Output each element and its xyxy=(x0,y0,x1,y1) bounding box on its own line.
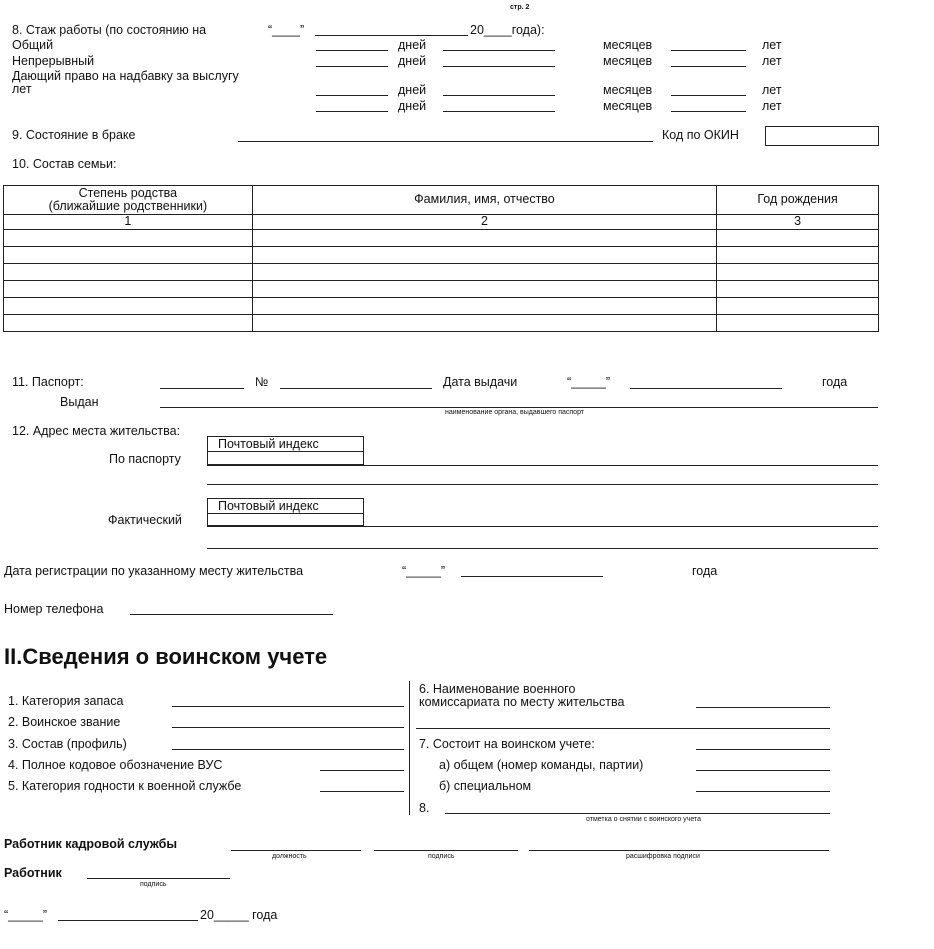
worker-signature-field[interactable] xyxy=(87,878,230,879)
family-table xyxy=(3,185,879,332)
position-caption: должность xyxy=(272,853,307,860)
marital-status-field[interactable] xyxy=(238,141,653,142)
postal-index-box-actual[interactable] xyxy=(207,498,364,526)
s9-marital-label: 9. Состояние в браке xyxy=(12,128,136,142)
column-divider xyxy=(409,681,410,815)
days-label: дней xyxy=(398,83,427,97)
registration-year-label: года xyxy=(692,564,718,578)
military-rank-field[interactable] xyxy=(172,727,404,728)
bonus2-years-field[interactable] xyxy=(671,111,746,112)
months-label: месяцев xyxy=(603,54,653,68)
months-label: месяцев xyxy=(603,83,653,97)
commissariat-label-2: комиссариата по месту жительства xyxy=(419,695,625,709)
signature-caption: подпись xyxy=(428,853,455,860)
commissariat-label-1: 6. Наименование военного xyxy=(419,682,576,696)
bonus2-months-field[interactable] xyxy=(443,111,555,112)
family-table-header xyxy=(4,186,879,215)
s12-address-label: 12. Адрес места жительства: xyxy=(12,424,181,438)
family-table-numbers xyxy=(4,215,879,230)
bonus-days-field[interactable] xyxy=(316,95,388,96)
passport-number-sign: № xyxy=(255,375,269,389)
deregistration-caption: отметка о снятии с воинского учета xyxy=(586,816,701,823)
section2-title: Сведения о воинском учете xyxy=(22,644,328,669)
col-relation-line2: (ближайшие родственники) xyxy=(48,199,208,213)
continuous-days-field[interactable] xyxy=(316,66,388,67)
s8-general-label: Общий xyxy=(12,38,54,52)
bonus-years-field[interactable] xyxy=(671,95,746,96)
s8-date-quote: “____” xyxy=(268,23,305,37)
s10-family-label: 10. Состав семьи: xyxy=(12,157,117,171)
passport-address-line1[interactable] xyxy=(207,465,878,466)
days-label: дней xyxy=(398,54,427,68)
continuous-months-field[interactable] xyxy=(443,66,555,67)
hr-signature-field[interactable] xyxy=(374,850,518,851)
actual-address-line2[interactable] xyxy=(207,548,878,549)
passport-number-field[interactable] xyxy=(280,388,432,389)
section2-heading xyxy=(4,644,327,670)
hr-decode-field[interactable] xyxy=(529,850,829,851)
special-registration-label: б) специальном xyxy=(439,779,532,793)
composition-field[interactable] xyxy=(172,749,404,750)
registered-field[interactable] xyxy=(696,749,830,750)
footer-year: 20_____ года xyxy=(200,908,278,922)
deregistration-field[interactable] xyxy=(445,813,830,814)
general-registration-label: а) общем (номер команды, партии) xyxy=(439,758,644,772)
composition-label: 3. Состав (профиль) xyxy=(8,737,127,751)
bonus-months-field[interactable] xyxy=(443,95,555,96)
reserve-category-field[interactable] xyxy=(172,706,404,707)
hr-position-field[interactable] xyxy=(231,850,361,851)
special-registration-field[interactable] xyxy=(696,791,830,792)
col-fullname-header: Фамилия, имя, отчество xyxy=(252,186,716,215)
days-label: дней xyxy=(398,38,427,52)
months-label: месяцев xyxy=(603,99,653,113)
registration-month-field[interactable] xyxy=(461,576,603,577)
table-row[interactable] xyxy=(4,315,879,332)
registration-day-field[interactable]: “_____” xyxy=(402,564,446,578)
col-num-2: 2 xyxy=(252,215,716,230)
col-relation-header xyxy=(4,186,253,215)
days-label: дней xyxy=(398,99,427,113)
vus-code-label: 4. Полное кодовое обозначение ВУС xyxy=(8,758,223,772)
footer-month-field[interactable] xyxy=(58,920,198,921)
years-label: лет xyxy=(762,54,782,68)
col-num-1: 1 xyxy=(4,215,253,230)
phone-field[interactable] xyxy=(130,614,333,615)
worker-signature-caption: подпись xyxy=(140,881,167,888)
issue-month-year-field[interactable] xyxy=(630,388,782,389)
footer-day-field[interactable]: “_____” xyxy=(4,908,48,922)
general-years-field[interactable] xyxy=(671,50,746,51)
s8-continuous-label: Непрерывный xyxy=(12,54,95,68)
s11-passport-label: 11. Паспорт: xyxy=(12,375,84,389)
fitness-category-field[interactable] xyxy=(320,791,404,792)
postal-index-box-passport[interactable] xyxy=(207,436,364,465)
table-row[interactable] xyxy=(4,247,879,264)
military-rank-label: 2. Воинское звание xyxy=(8,715,121,729)
continuous-years-field[interactable] xyxy=(671,66,746,67)
reserve-category-label: 1. Категория запаса xyxy=(8,694,124,708)
table-row[interactable] xyxy=(4,264,879,281)
issuer-caption: наименование органа, выдавшего паспорт xyxy=(445,409,585,416)
years-label: лет xyxy=(762,83,782,97)
s8-bonus-label-1: Дающий право на надбавку за выслугу xyxy=(12,69,239,83)
col-birthyear-header: Год рождения xyxy=(717,186,879,215)
registration-date-label: Дата регистрации по указанному месту жительства xyxy=(4,564,304,578)
passport-address-line2[interactable] xyxy=(207,484,878,485)
months-label: месяцев xyxy=(603,38,653,52)
issued-by-field[interactable] xyxy=(160,407,878,408)
fitness-category-label: 5. Категория годности к военной службе xyxy=(8,779,242,793)
bonus2-days-field[interactable] xyxy=(316,111,388,112)
general-days-field[interactable] xyxy=(316,50,388,51)
commissariat-field-2[interactable] xyxy=(416,728,830,729)
s8-title: 8. Стаж работы (по состоянию на xyxy=(12,23,207,37)
s8-date-line[interactable] xyxy=(315,35,468,36)
vus-code-field[interactable] xyxy=(320,770,404,771)
issued-by-label: Выдан xyxy=(60,395,99,409)
commissariat-field-1[interactable] xyxy=(696,707,830,708)
passport-series-field[interactable] xyxy=(160,388,244,389)
phone-label: Номер телефона xyxy=(4,602,104,616)
registered-label: 7. Состоит на воинском учете: xyxy=(419,737,595,751)
page-number: стр. 2 xyxy=(510,4,530,11)
section2-roman: II. xyxy=(4,644,23,669)
worker-label: Работник xyxy=(4,866,62,880)
table-row[interactable] xyxy=(4,298,879,315)
general-registration-field[interactable] xyxy=(696,770,830,771)
col-relation-line1: Степень родства xyxy=(78,185,178,200)
by-passport-label: По паспорту xyxy=(109,452,181,466)
postal-index-label: Почтовый индекс xyxy=(218,437,319,451)
decode-caption: расшифровка подписи xyxy=(626,853,700,860)
okin-code-box[interactable] xyxy=(765,126,879,146)
issue-date-label: Дата выдачи xyxy=(443,375,518,389)
general-months-field[interactable] xyxy=(443,50,555,51)
deregistration-number: 8. xyxy=(419,801,430,815)
issue-year-label: года xyxy=(822,375,848,389)
s8-bonus-label-2: лет xyxy=(12,82,32,96)
col-num-3: 3 xyxy=(717,215,879,230)
table-row[interactable] xyxy=(4,230,879,247)
actual-address-line1[interactable] xyxy=(207,526,878,527)
issue-day-field[interactable]: “_____” xyxy=(567,375,611,389)
postal-index-label: Почтовый индекс xyxy=(218,499,319,513)
years-label: лет xyxy=(762,38,782,52)
s8-year: 20____года): xyxy=(470,23,545,37)
okin-label: Код по ОКИН xyxy=(662,128,739,142)
table-row[interactable] xyxy=(4,281,879,298)
actual-address-label: Фактический xyxy=(108,513,182,527)
years-label: лет xyxy=(762,99,782,113)
hr-worker-label: Работник кадровой службы xyxy=(4,837,178,851)
